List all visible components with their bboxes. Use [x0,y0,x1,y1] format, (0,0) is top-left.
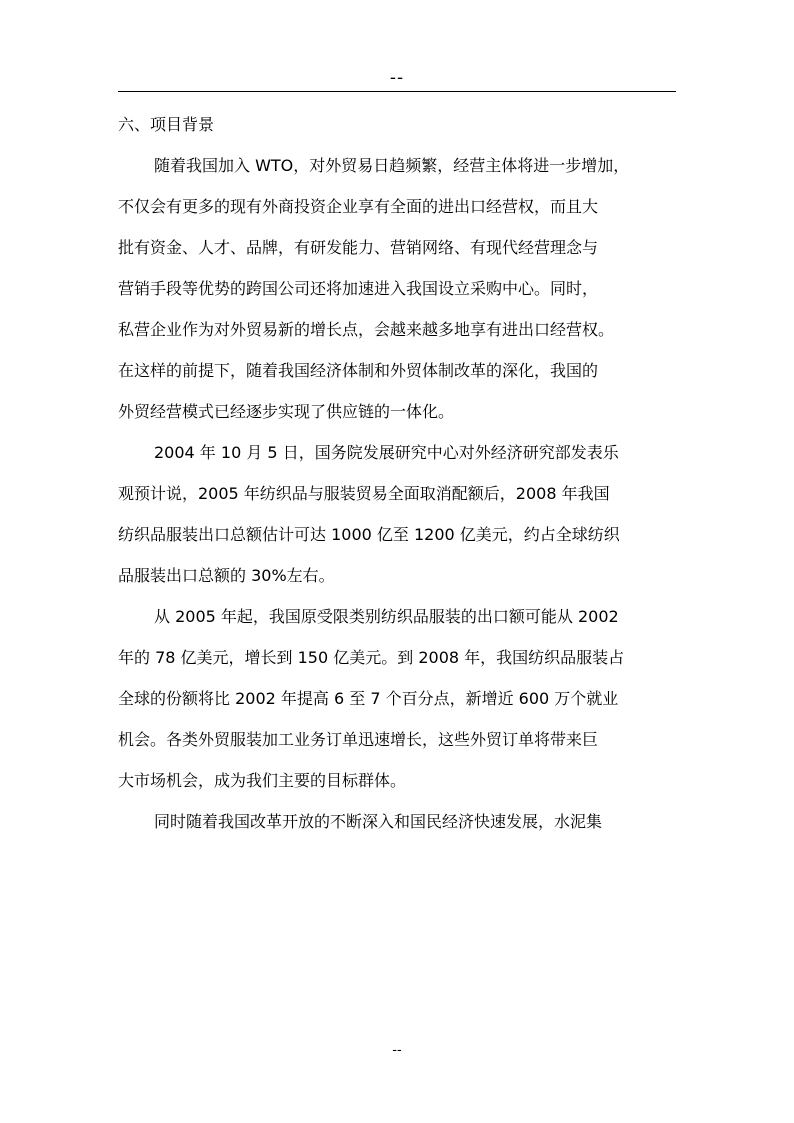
document-body [118,106,678,844]
paragraph-line: 营销手段等优势的跨国公司还将加速进入我国设立采购中心。同时， [118,279,599,298]
paragraph-line: 全球的份额将比 2002 年提高 6 至 7 个百分点，新增近 600 万个就业 [118,689,619,708]
paragraph-line: 同时随着我国改革开放的不断深入和国民经济快速发展，水泥集 [154,812,603,831]
paragraph-line: 外贸经营模式已经逐步实现了供应链的一体化。 [118,402,455,421]
paragraph-line: 在这样的前提下，随着我国经济体制和外贸体制改革的深化，我国的 [118,361,599,380]
paragraph-line: 年的 78 亿美元，增长到 150 亿美元。到 2008 年，我国纺织品服装占 [118,648,625,667]
paragraph-line: 2004 年 10 月 5 日，国务院发展研究中心对外经济研究部发表乐 [154,443,619,462]
paragraph-line: 观预计说，2005 年纺织品与服装贸易全面取消配额后，2008 年我国 [118,484,610,503]
paragraph-line: 随着我国加入 WTO，对外贸易日趋频繁，经营主体将进一步增加， [154,156,630,175]
paragraph-line: 品服装出口总额的 30%左右。 [118,566,335,585]
paragraph-3 [118,598,678,800]
paragraph-2 [118,434,678,595]
paragraph-4 [118,803,678,841]
paragraph-line: 机会。各类外贸服装加工业务订单迅速增长，这些外贸订单将带来巨 [118,730,599,749]
header-divider [118,91,676,92]
section-heading: 六、项目背景 [118,115,215,134]
page-header-mark: -- [389,68,405,88]
page-footer-mark: -- [392,1043,402,1058]
paragraph-line: 不仅会有更多的现有外商投资企业享有全面的进出口经营权，而且大 [118,197,599,216]
paragraph-line: 从 2005 年起，我国原受限类别纺织品服装的出口额可能从 2002 [154,607,619,626]
paragraph-line: 批有资金、人才、品牌，有研发能力、营销网络、有现代经营理念与 [118,238,599,257]
paragraph-line: 纺织品服装出口总额估计可达 1000 亿至 1200 亿美元，约占全球纺织 [118,525,620,544]
paragraph-1 [118,147,678,431]
paragraph-line: 私营企业作为对外贸易新的增长点，会越来越多地享有进出口经营权。 [118,320,615,339]
paragraph-line: 大市场机会，成为我们主要的目标群体。 [118,771,407,790]
